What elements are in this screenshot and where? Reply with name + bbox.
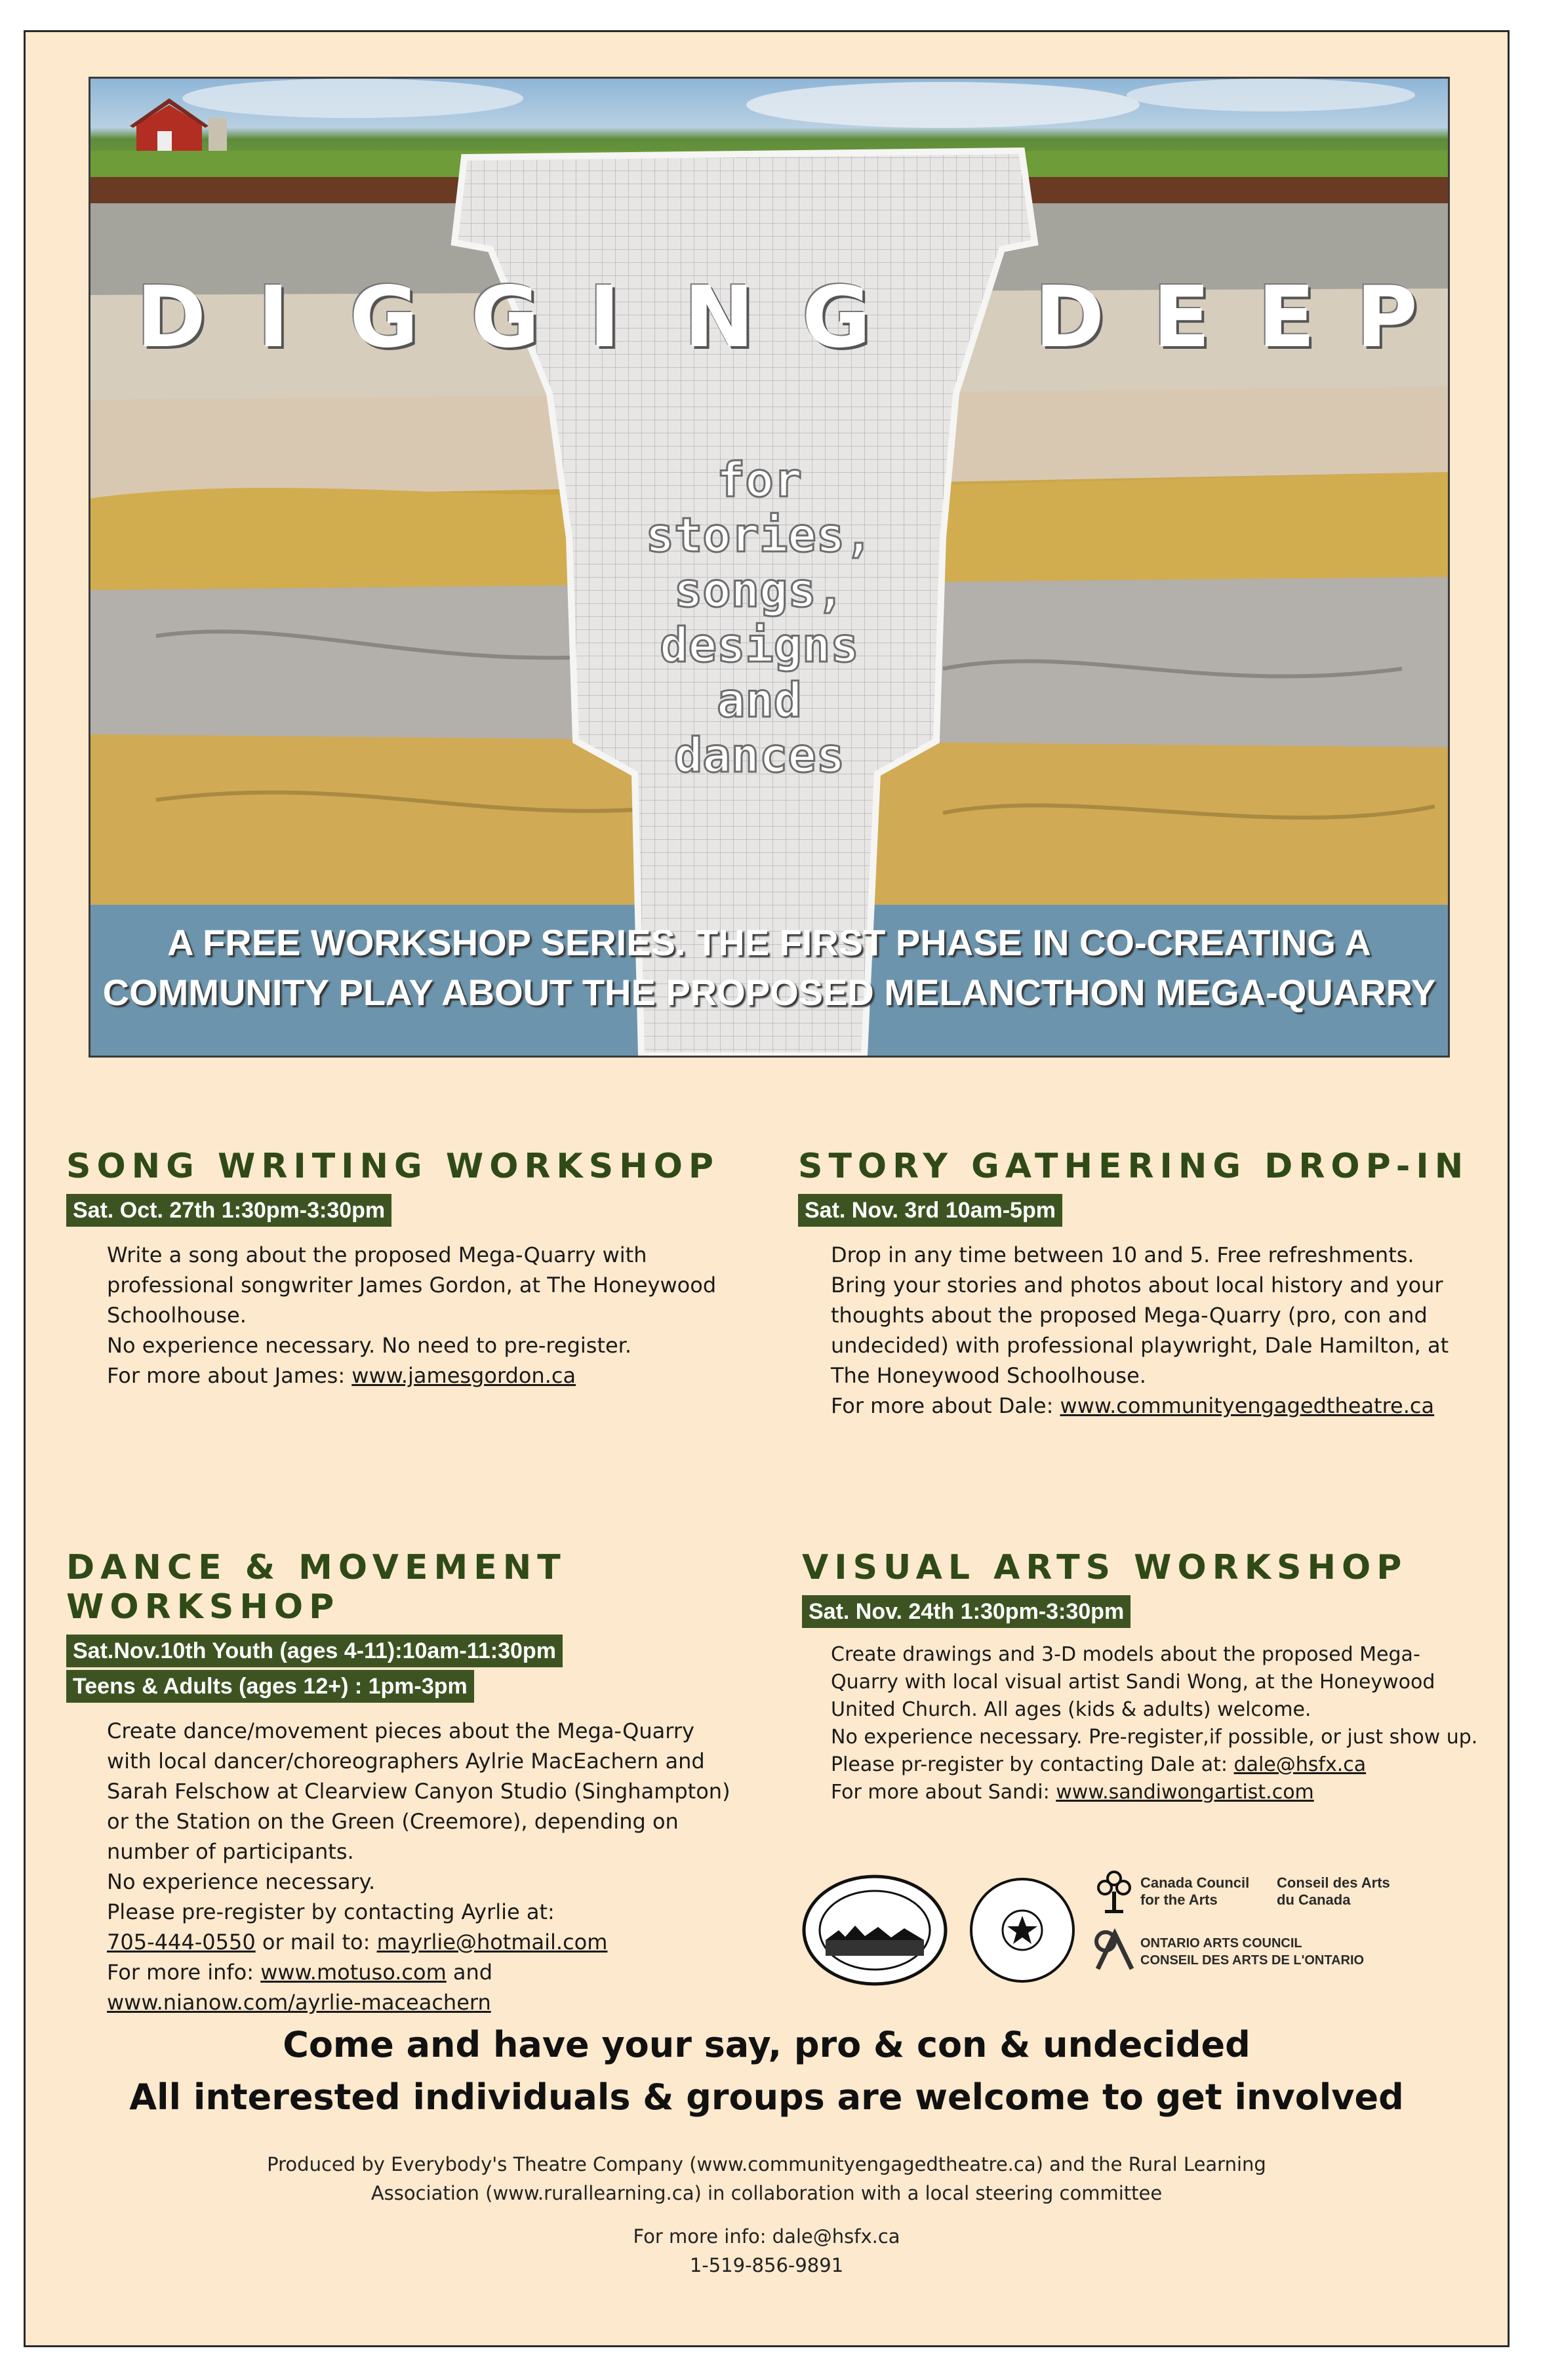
produced-line: Association (www.rurallearning.ca) in collaboration with a local steering committee: [370, 2182, 1163, 2204]
story-body: [831, 1240, 1487, 1421]
ontario-arts-council-icon: [1091, 1927, 1137, 1973]
subtitle-line: stories,: [645, 507, 873, 563]
subtitle-line: designs: [660, 618, 859, 673]
visual-line: Quarry with local visual artist Sandi Wong, at the Honeywood: [831, 1671, 1435, 1694]
nianow-link[interactable]: www.nianow.com/ayrlie-maceachern: [107, 1990, 491, 2015]
visual-register-label: Please pr-register by contacting Dale at:: [831, 1753, 1234, 1776]
title-letter: N: [684, 269, 755, 367]
title-letter: I: [589, 269, 620, 367]
motuso-link[interactable]: www.motuso.com: [260, 1960, 447, 1985]
dance-section: [66, 1548, 755, 2017]
dance-line: Sarah Felschow at Clearview Canyon Studio (Singhampton): [107, 1779, 730, 1804]
story-line: thoughts about the proposed Mega-Quarry (pro, con and: [831, 1303, 1428, 1328]
dance-contact: [107, 1927, 755, 1957]
dance-line: Please pre-register by contacting Ayrlie at:: [107, 1899, 555, 1924]
dance-line: number of participants.: [107, 1839, 354, 1864]
song-line: Write a song about the proposed Mega-Quarry with: [107, 1242, 647, 1267]
visual-line: Create drawings and 3-D models about the proposed Mega-: [831, 1643, 1420, 1666]
subtitle-line: dances: [673, 728, 845, 783]
song-more: [107, 1360, 755, 1391]
canada-council-en: [1140, 1874, 1249, 1909]
visual-line: United Church. All ages (kids & adults) welcome.: [831, 1698, 1311, 1721]
song-line: No experience necessary. No need to pre-register.: [107, 1333, 632, 1358]
dance-date-badge-adults: Teens & Adults (ages 12+) : 1pm-3pm: [66, 1670, 474, 1703]
story-line: The Honeywood Schoolhouse.: [831, 1363, 1146, 1388]
story-gathering-section: [798, 1147, 1487, 1421]
story-line: undecided) with professional playwright, Dale Hamilton, at: [831, 1333, 1449, 1358]
dance-date-badge-youth: Sat.Nov.10th Youth (ages 4-11):10am-11:30pm: [66, 1635, 563, 1667]
canada-fr-line: Conseil des Arts: [1277, 1874, 1390, 1891]
dance-info-2: [107, 1987, 755, 2017]
story-line: Drop in any time between 10 and 5. Free refreshments.: [831, 1242, 1414, 1267]
title-letter: E: [1153, 269, 1211, 367]
song-line: professional songwriter James Gordon, at The Honeywood: [107, 1273, 717, 1298]
song-heading: SONG WRITING WORKSHOP: [66, 1147, 720, 1186]
dance-body: [107, 1716, 755, 2017]
title-letter: G: [802, 269, 871, 367]
communityengagedtheatre-link[interactable]: www.communityengagedtheatre.ca: [1060, 1393, 1435, 1418]
jamesgordon-link[interactable]: www.jamesgordon.ca: [351, 1363, 576, 1388]
title-letter: I: [258, 269, 289, 367]
visual-heading: VISUAL ARTS WORKSHOP: [802, 1548, 1408, 1587]
song-writing-section: [66, 1147, 755, 1391]
subtitle-line: for: [716, 452, 803, 507]
title-letter: D: [136, 269, 207, 367]
visual-register: [831, 1751, 1491, 1779]
subtitle-line: songs,: [673, 563, 845, 618]
call-line: All interested individuals & groups are welcome to get involved: [129, 2076, 1404, 2118]
poster: [24, 30, 1510, 2347]
info-line: 1-519-856-9891: [689, 2254, 844, 2276]
story-more-label: For more about Dale:: [831, 1393, 1060, 1418]
song-date-badge: Sat. Oct. 27th 1:30pm-3:30pm: [66, 1194, 391, 1227]
dance-info: [107, 1957, 755, 1987]
visual-line: No experience necessary. Pre-register,if possible, or just show up.: [831, 1726, 1478, 1749]
story-more: [831, 1391, 1487, 1421]
song-body: [107, 1240, 755, 1391]
song-line: Schoolhouse.: [107, 1303, 247, 1328]
tagline-line: A FREE WORKSHOP SERIES. THE FIRST PHASE IN CO-CREATING A: [167, 922, 1371, 963]
dance-email-link[interactable]: mayrlie@hotmail.com: [376, 1930, 608, 1954]
story-heading: STORY GATHERING DROP-IN: [798, 1147, 1470, 1186]
tagline-line: COMMUNITY PLAY ABOUT THE PROPOSED MELANCTHON MEGA-QUARRY: [102, 972, 1436, 1013]
story-line: Bring your stories and photos about local history and your: [831, 1273, 1443, 1298]
dance-info-and: and: [446, 1960, 493, 1985]
sponsor-logos: [799, 1861, 1455, 2012]
subtitle-line: and: [716, 673, 803, 728]
contact-info: [26, 2222, 1508, 2280]
song-more-label: For more about James:: [107, 1363, 352, 1388]
canada-fr-line: du Canada: [1277, 1892, 1351, 1908]
ontario-arts-council-text: [1140, 1935, 1364, 1969]
oac-line: CONSEIL DES ARTS DE L'ONTARIO: [1140, 1953, 1365, 1968]
hero-subtitle: [550, 452, 969, 783]
canada-en-line: Canada Council: [1140, 1874, 1250, 1891]
title-letter: P: [1356, 269, 1418, 367]
produced-by: [26, 2150, 1508, 2208]
dance-line: or the Station on the Green (Creemore), depending on: [107, 1809, 679, 1834]
oac-line: ONTARIO ARTS COUNCIL: [1140, 1936, 1302, 1951]
title-letter: D: [1035, 269, 1105, 367]
visual-date-badge: Sat. Nov. 24th 1:30pm-3:30pm: [802, 1595, 1131, 1628]
dance-mail-label: or mail to:: [255, 1930, 377, 1954]
call-to-action: [26, 2019, 1508, 2124]
dance-line: with local dancer/choreographers Aylrie MacEachern and: [107, 1749, 705, 1774]
visual-body: [831, 1641, 1491, 1806]
dance-phone-link[interactable]: 705-444-0550: [107, 1930, 256, 1954]
visual-more: [831, 1779, 1491, 1806]
story-date-badge: Sat. Nov. 3rd 10am-5pm: [798, 1194, 1062, 1227]
dale-email-link[interactable]: dale@hsfx.ca: [1233, 1753, 1367, 1776]
dance-info-label: For more info:: [107, 1960, 261, 1985]
hero-title: [90, 269, 1448, 374]
title-letter: E: [1258, 269, 1315, 367]
info-line: For more info: dale@hsfx.ca: [633, 2225, 900, 2248]
title-letter: G: [350, 269, 419, 367]
visual-arts-section: [802, 1548, 1491, 1806]
title-letter: G: [471, 269, 540, 367]
dance-heading: DANCE & MOVEMENT WORKSHOP: [66, 1548, 567, 1627]
dance-line: Create dance/movement pieces about the Mega-Quarry: [107, 1718, 694, 1743]
visual-more-label: For more about Sandi:: [831, 1781, 1056, 1804]
canada-council-tree-icon: [1094, 1868, 1134, 1920]
canada-council-fr: [1277, 1874, 1390, 1909]
dance-line: No experience necessary.: [107, 1869, 376, 1894]
sandiwong-link[interactable]: www.sandiwongartist.com: [1056, 1781, 1314, 1804]
call-line: Come and have your say, pro & con & undecided: [283, 2024, 1251, 2065]
canada-en-line: for the Arts: [1140, 1892, 1218, 1908]
rural-learning-logo: [799, 1868, 957, 1999]
hero-image: [89, 77, 1450, 1058]
produced-line: Produced by Everybody's Theatre Company (www.communityengagedtheatre.ca) and the Rural Learning: [267, 2153, 1266, 2175]
hero-tagline: [90, 918, 1448, 1018]
etc-logo: [967, 1874, 1078, 1986]
